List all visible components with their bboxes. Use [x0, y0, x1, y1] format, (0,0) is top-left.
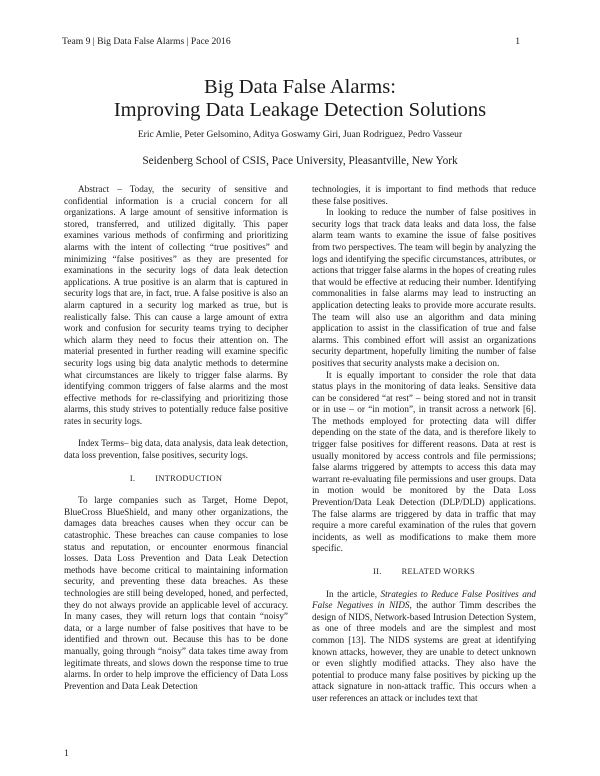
header-page-number: 1 [515, 36, 520, 47]
section-title: INTRODUCTION [155, 473, 223, 483]
section-number: II. [373, 567, 382, 576]
paper-title [0, 76, 600, 122]
title-line-1: Big Data False Alarms: [204, 76, 396, 98]
section-title: RELATED WORKS [401, 567, 475, 576]
related-works-paragraph [312, 589, 536, 705]
introduction-paragraph: To large companies such as Target, Home Depot, BlueCross BlueShield, and many other organizations, the damages data breaches causes when they occur can be catastrophic. These breaches can cause companies to lose status and reputation, or encounter enormous financial losses. Data Loss Prevention and Data Leak Detection methods have become critical to maintaining information security, and preventing these data breaches. As these technologies are still being developed, honed, and perfected, they do not always provide an applicable level of accuracy. In many cases, they will return logs that contain “noisy” data, or a large number of false positives that have to be identified and thrown out. Because this has to be done manually, going through “noisy” data takes time away from legitimate threats, and slows down the response time to true alarms. In order to help improve the efficiency of Data Loss Prevention and Data Leak Detection [64, 495, 288, 691]
paragraph-data-status: It is equally important to consider the role that data status plays in the monitoring of data leaks. Sensitive data can be considered “at rest” – being stored and not in transit or in use – or “in motion”, in transit across a network [6]. The methods employed for protecting data will differ depending on the state of the data, and is therefore likely to trigger false positives for different reasons. Data at rest is usually monitored by access controls and file permissions; false alarms triggered by attempts to access this data may warrant re-evaluating file permissions and user groups. Data in motion would be monitored by the Data Loss Prevention/Data Leak Detection (DLP/DLD) applications. The false alarms are triggered by data in traffic that may require a more careful examination of the rules that govern incidents, as well as modifications to make them more specific. [312, 369, 536, 554]
introduction-continued: technologies, it is important to find methods that reduce these false positives. [312, 184, 536, 206]
title-line-2: Improving Data Leakage Detection Solutions [113, 99, 487, 121]
left-column [64, 184, 288, 692]
article-title: Strategies to Reduce False Positives and False Negatives in NIDS [312, 588, 536, 611]
footer-page-number: 1 [64, 748, 69, 759]
section-number: I. [129, 473, 136, 483]
section-heading-related-works [312, 566, 536, 578]
paragraph-false-alarm-team: In looking to reduce the number of false positives in security logs that track data leaks and data loss, the false alarm team wants to examine the issue of false positives from two perspectives. The team will begin by analyzing the logs and identifying the specific circumstances, attributes, or actions that trigger false alarms in the hopes of creating rules that would be effective at reducing their number. Identifying commonalities in false alarms may lead to instructing an application detecting leaks to provide more accurate results. The team will also use an algorithm and data mining application to assist in the classification of true and false alarms. This combined effort will assist an organizations security department, hopefully limiting the number of false positives that security analysts make a decision on. [312, 207, 536, 368]
affiliation: Seidenberg School of CSIS, Pace University, Pleasantville, New York [142, 155, 458, 167]
running-title: Team 9 | Big Data False Alarms | Pace 2016 [62, 36, 231, 47]
index-terms: Index Terms– big data, data analysis, data leak detection, data loss prevention, false positives, security logs. [64, 438, 288, 461]
author-list: Eric Amlie, Peter Gelsomino, Aditya Goswamy Giri, Juan Rodriguez, Pedro Vasseur [137, 129, 463, 140]
running-header [62, 36, 520, 47]
section-heading-introduction [64, 473, 288, 485]
related-body: , the author Timm describes the design of NIDS, Network-based Intrusion Detection System, as one of three models and are the simplest and most common [13]. The NIDS systems are great at identifying known attacks, however, they are unable to detect unknown or even slightly modified attacks. They also have the potential to produce many false positives by picking up the attack signature in non-attack traffic. This occurs when a user references an attack or includes text that [312, 600, 536, 703]
abstract: Abstract – Today, the security of sensitive and confidential information is a crucial concern for all organizations. A large amount of sensitive information is stored, transferred, and utilized digitally. This paper examines various methods of confirming and prioritizing alarms with the intent of collecting “true positives” and minimizing “false positives” as they are presented for examinations in the security logs of data leak detection applications. A true positive is an alarm that is captured in security logs that are, in fact, true. A false positive is also an alarm captured in a security log marked as true, but is realistically false. This can cause a large amount of extra work and confusion for security teams trying to decipher which alarm they need to focus their attention on. The material presented in further reading will examine specific security logs using big data analytic methods to determine what circumstances are likely to trigger false alarms. By identifying common triggers of false alarms and the most effective methods for re-classifying and prioritizing those alarms, this study strives to potentially reduce false positive rates in security logs. [64, 184, 288, 426]
related-prefix: In the article, [326, 588, 381, 599]
right-column [312, 184, 536, 705]
